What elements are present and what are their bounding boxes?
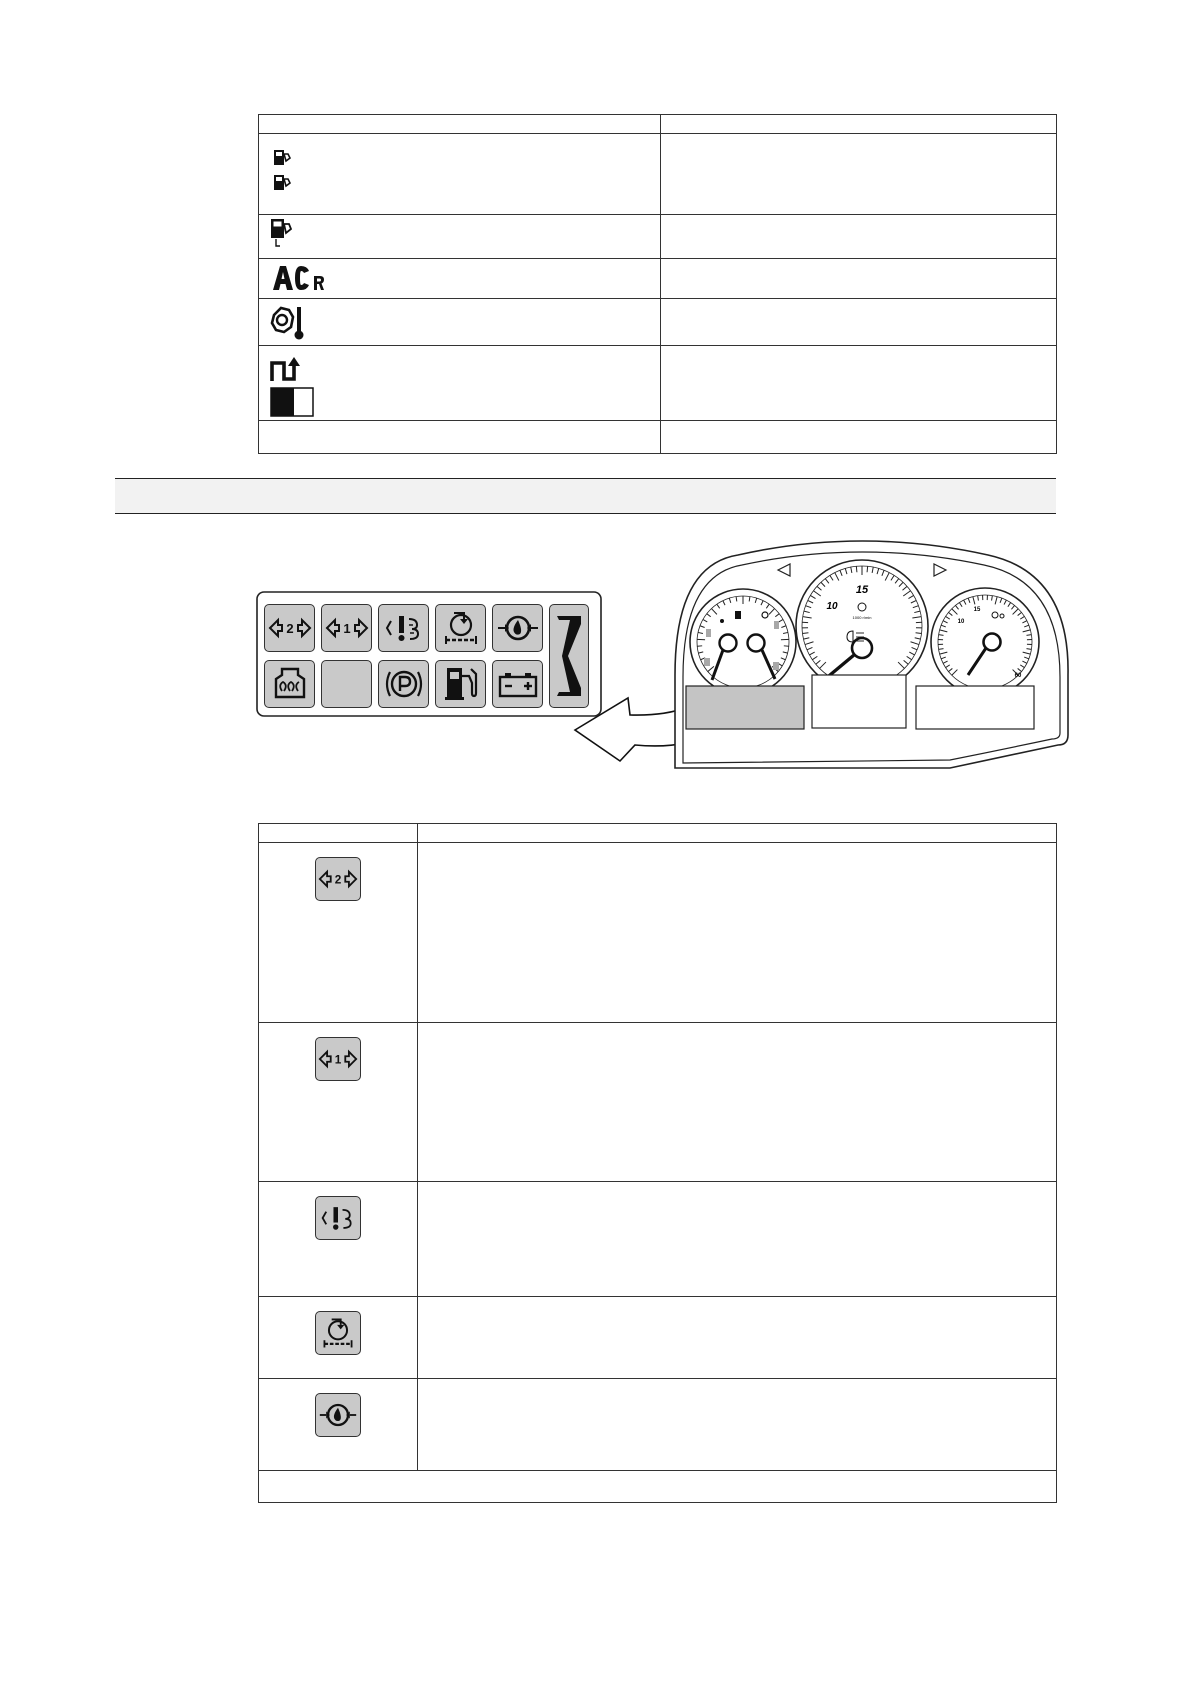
svg-text:2: 2 <box>334 872 342 887</box>
table-header-row <box>259 824 1057 843</box>
sigma-icon <box>549 604 589 708</box>
table-row <box>259 1379 1057 1471</box>
fuel-low-icon <box>273 149 293 167</box>
gauge-tick <box>856 566 857 572</box>
right-display-panel <box>916 686 1034 729</box>
table-row <box>259 346 1057 421</box>
engine-preheat-icon <box>264 660 315 708</box>
range-1-icon <box>315 1037 361 1081</box>
fuel-temp-gauge <box>690 589 796 695</box>
speed-label-60: 60 <box>1014 673 1022 679</box>
rev-label-10: 10 <box>826 601 838 612</box>
half-filled-square-icon <box>270 387 314 417</box>
rev-counter-gauge <box>796 560 928 692</box>
icon-panel-tiles <box>264 604 602 708</box>
highlighted-display-panel <box>686 686 804 729</box>
svg-text:2: 2 <box>285 621 294 636</box>
ac-r-icon <box>271 265 327 291</box>
warning-system-icon <box>315 1196 361 1240</box>
symbol-table-1 <box>258 114 1057 454</box>
table-row <box>259 843 1057 1023</box>
fuel-reserve-icon <box>270 218 294 248</box>
table-row <box>259 1297 1057 1379</box>
warning-system-icon <box>378 604 429 652</box>
table-footer-row <box>259 1471 1057 1503</box>
symbol-table-2 <box>258 823 1057 1503</box>
svg-text:1: 1 <box>342 621 351 636</box>
table-row <box>259 1023 1057 1182</box>
engine-power-icon <box>435 604 486 652</box>
rev-label-15: 15 <box>855 584 869 596</box>
fuel-mini-icon <box>735 611 741 619</box>
range-2-icon <box>264 604 315 652</box>
gauge-tick <box>867 566 868 572</box>
center-display-panel <box>812 675 906 728</box>
table-row <box>259 134 1057 215</box>
svg-text:1: 1 <box>334 1052 342 1067</box>
oil-pressure-icon <box>315 1393 361 1437</box>
engine-power-icon <box>315 1311 361 1355</box>
range-2-icon <box>315 857 361 901</box>
table-row <box>259 299 1057 346</box>
speed-label-15: 15 <box>973 607 981 613</box>
range-1-icon <box>321 604 372 652</box>
blank-slot <box>321 660 372 708</box>
section-heading-band <box>115 478 1056 514</box>
table-row <box>259 1182 1057 1297</box>
table-header-row <box>259 115 1057 134</box>
speed-label-10: 10 <box>957 619 965 625</box>
battery-icon <box>492 660 543 708</box>
table-row <box>259 421 1057 454</box>
speedometer-gauge <box>931 588 1039 696</box>
fuel-low-icon-2 <box>273 174 293 192</box>
rev-unit-label: 1000 r/min <box>852 615 872 620</box>
table-row <box>259 215 1057 259</box>
oil-pressure-icon <box>492 604 543 652</box>
table-row <box>259 259 1057 299</box>
engine-temperature-icon <box>269 305 309 341</box>
parking-brake-icon <box>378 660 429 708</box>
fuel-pump-icon <box>435 660 486 708</box>
pto-icon <box>270 355 314 383</box>
